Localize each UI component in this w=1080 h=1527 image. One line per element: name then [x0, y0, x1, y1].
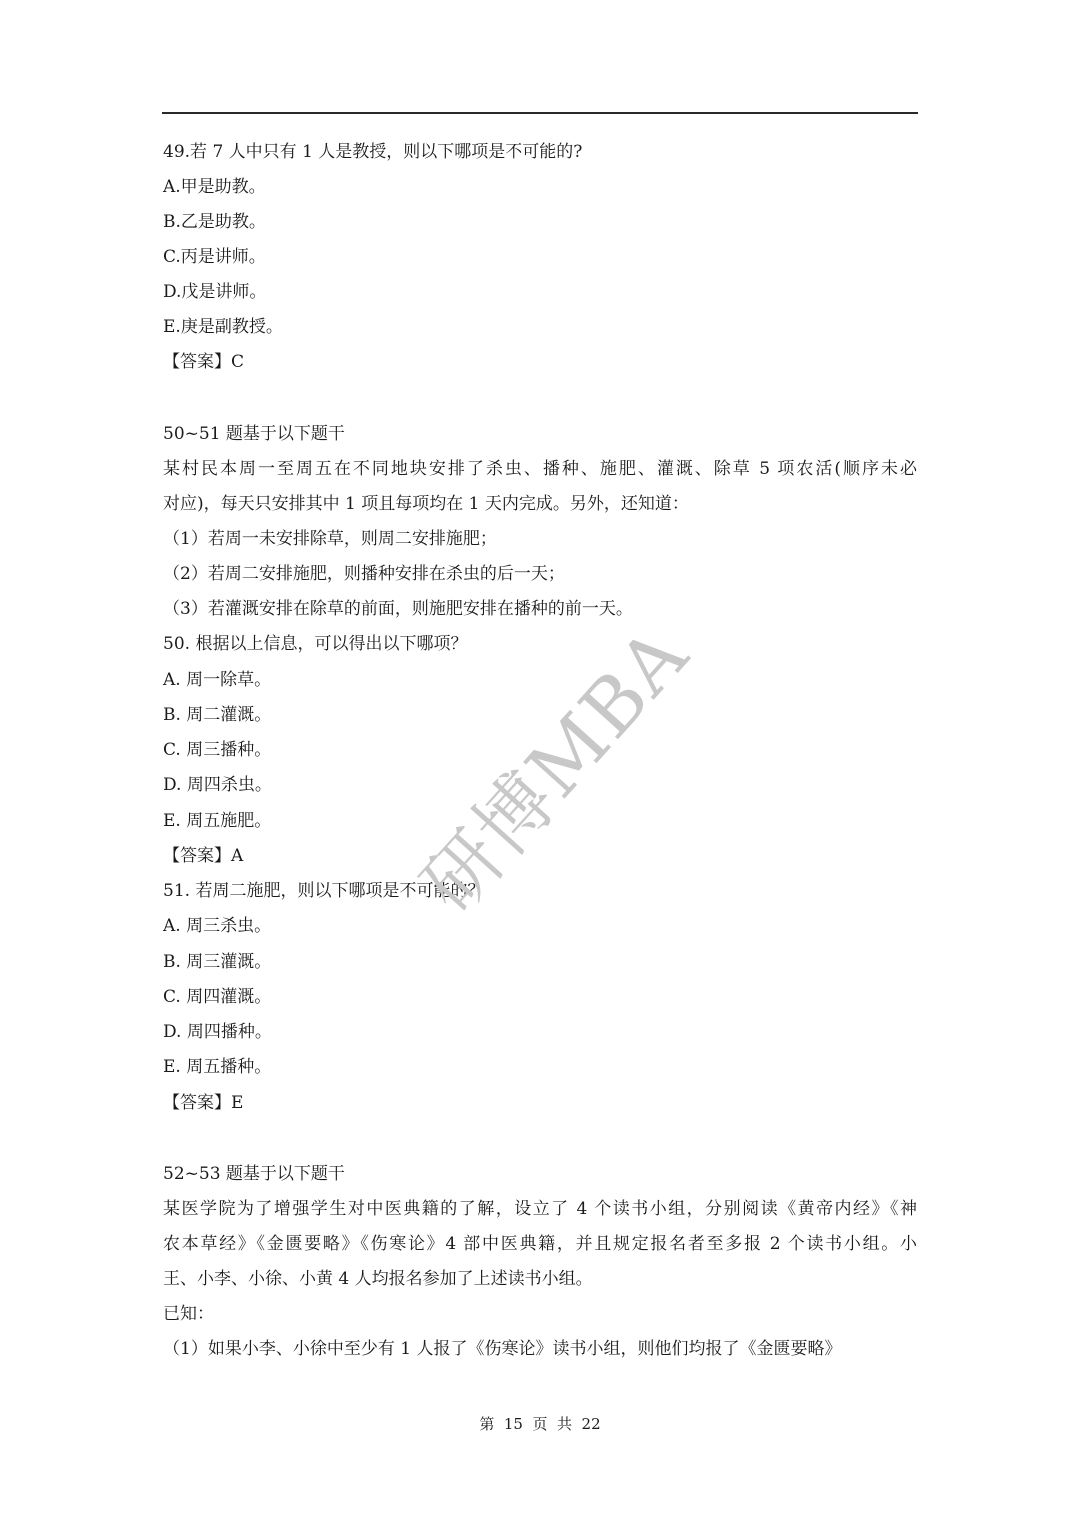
q51-option-b: B. 周三灌溉。 [163, 952, 272, 972]
q51-option-a: A. 周三杀虫。 [163, 916, 272, 936]
q49-answer: 【答案】C [163, 352, 245, 372]
q50-stem: 50. 根据以上信息，可以得出以下哪项？ [163, 634, 468, 654]
group50-stem-line-1: 某村民本周一至周五在不同地块安排了杀虫、播种、施肥、灌溉、除草 5 项农活(顺序未必 [163, 459, 917, 479]
q49-option-a: A.甲是助教。 [163, 177, 266, 197]
header-rule [162, 112, 918, 114]
group52-known: 已知： [163, 1304, 214, 1324]
q50-option-c: C. 周三播种。 [163, 740, 272, 760]
q49-option-c: C.丙是讲师。 [163, 247, 266, 267]
group50-condition-2: （2）若周二安排施肥，则播种安排在杀虫的后一天； [163, 564, 565, 584]
group50-stem-line-2: 对应)，每天只安排其中 1 项且每项均在 1 天内完成。另外，还知道： [163, 494, 689, 514]
group52-stem-line-1: 某医学院为了增强学生对中医典籍的了解，设立了 4 个读书小组，分别阅读《黄帝内经》《神 [163, 1199, 917, 1219]
q50-option-b: B. 周二灌溉。 [163, 705, 272, 725]
watermark: 研博MBA [404, 609, 706, 930]
page-footer: 第 15 页 共 22 [479, 1415, 601, 1433]
group52-condition-1: （1）如果小李、小徐中至少有 1 人报了《伤寒论》读书小组，则他们均报了《金匮要略》 [163, 1339, 842, 1359]
q50-answer: 【答案】A [163, 846, 244, 866]
group50-heading: 50~51 题基于以下题干 [163, 424, 345, 444]
q50-option-a: A. 周一除草。 [163, 670, 272, 690]
group52-stem-line-3: 王、小李、小徐、小黄 4 人均报名参加了上述读书小组。 [163, 1269, 593, 1289]
q49-stem: 49.若 7 人中只有 1 人是教授，则以下哪项是不可能的? [163, 142, 583, 162]
group52-heading: 52~53 题基于以下题干 [163, 1164, 345, 1184]
q51-answer: 【答案】E [163, 1093, 244, 1113]
group52-stem-line-2: 农本草经》《金匮要略》《伤寒论》4 部中医典籍，并且规定报名者至多报 2 个读书小组。小 [163, 1234, 917, 1254]
q50-option-e: E. 周五施肥。 [163, 811, 272, 831]
q51-stem: 51. 若周二施肥，则以下哪项是不可能的？ [163, 881, 485, 901]
q49-option-b: B.乙是助教。 [163, 212, 266, 232]
q51-option-d: D. 周四播种。 [163, 1022, 272, 1042]
q50-option-d: D. 周四杀虫。 [163, 775, 272, 795]
q51-option-e: E. 周五播种。 [163, 1057, 272, 1077]
group50-condition-3: （3）若灌溉安排在除草的前面，则施肥安排在播种的前一天。 [163, 599, 633, 619]
q51-option-c: C. 周四灌溉。 [163, 987, 272, 1007]
q49-option-d: D.戊是讲师。 [163, 282, 267, 302]
group50-condition-1: （1）若周一未安排除草，则周二安排施肥； [163, 529, 497, 549]
q49-option-e: E.庚是副教授。 [163, 317, 283, 337]
